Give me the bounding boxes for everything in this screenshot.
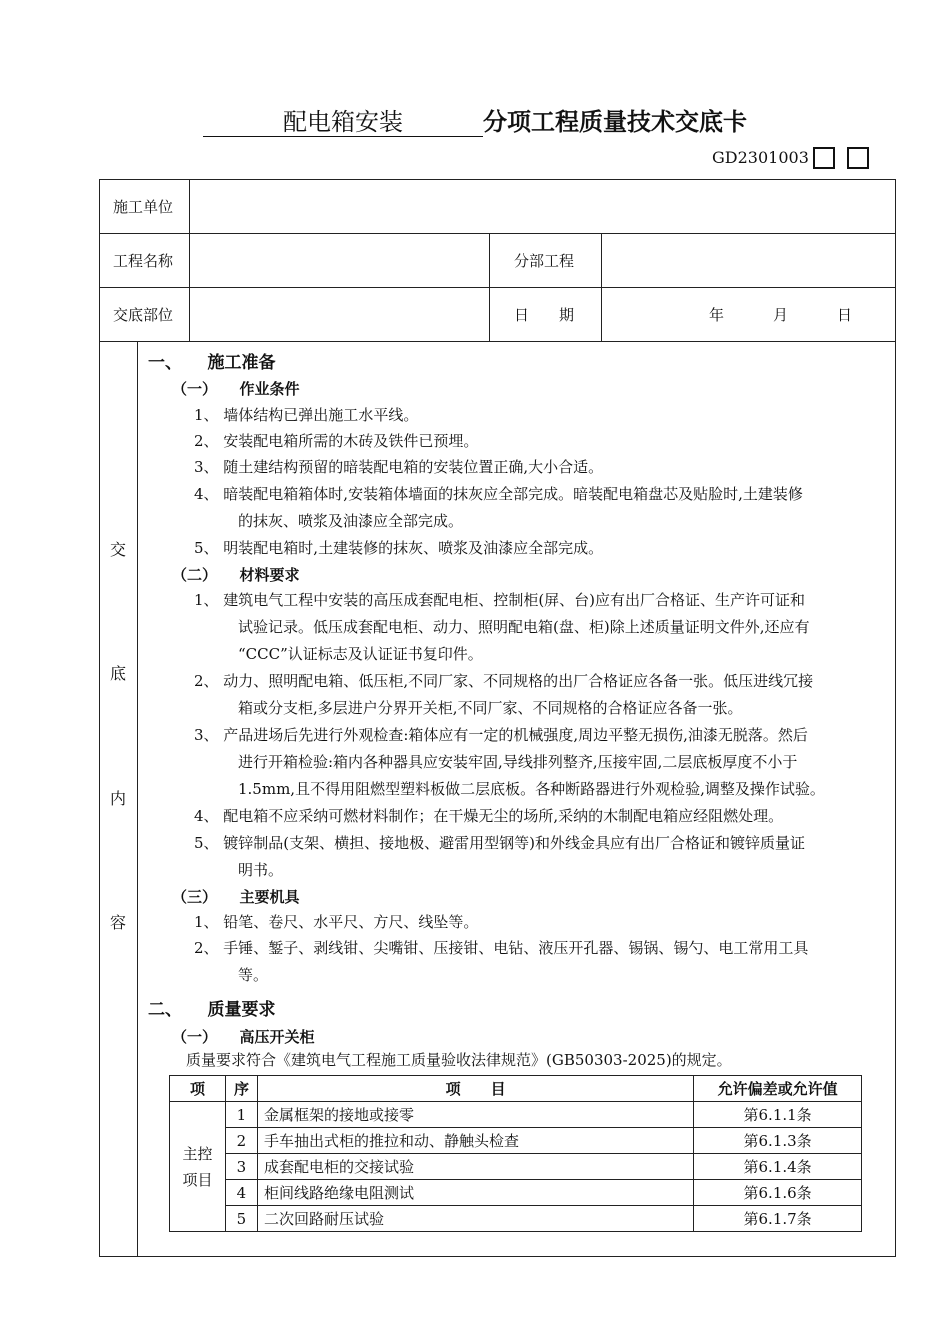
content-line: 进行开箱检验:箱内各种器具应安装牢固,导线排列整齐,压接牢固,二层底板厚度不小于 [238, 753, 798, 771]
date-month-label: 月 [773, 306, 789, 324]
project-label: 工程名称 [113, 252, 174, 270]
content-line: 3、 产品进场后先进行外观检查:箱体应有一定的机械强度,周边平整无损伤,油漆无脱落。然后 [194, 726, 808, 744]
side-label-char: 底 [109, 664, 126, 683]
row-item: 金属框架的接地或接零 [257, 1102, 693, 1128]
content-line: 4、 配电箱不应采纳可燃材料制作；在干燥无尘的场所,采纳的木制配电箱应经阻燃处理。 [194, 807, 784, 825]
checkbox-2[interactable] [847, 147, 869, 169]
column-header: 项 [170, 1076, 226, 1102]
content-line: 的抹灰、喷浆及油漆应全部完成。 [238, 512, 464, 530]
content-note: 质量要求符合《建筑电气工程施工质量验收法律规范》(GB50303-2025)的规定。 [186, 1051, 732, 1069]
row-number: 5 [225, 1206, 257, 1232]
content-line: 1、 建筑电气工程中安装的高压成套配电柜、控制柜(屏、台)应有出厂合格证、生产许可证和 [194, 591, 806, 609]
side-label-char: 交 [109, 540, 126, 559]
table-row [170, 1102, 862, 1128]
row-divider [99, 233, 896, 234]
row-item: 成套配电柜的交接试验 [257, 1154, 693, 1180]
content-line: 2、 动力、照明配电箱、低压柜,不同厂家、不同规格的出厂合格证应各备一张。低压进线冗接 [194, 672, 814, 690]
subsection-heading: （三） 主要机具 [172, 888, 300, 906]
content-line: 等。 [238, 966, 269, 984]
row-number: 2 [225, 1128, 257, 1154]
title-subject: 配电箱安装 [203, 108, 483, 137]
table-header-row [170, 1076, 862, 1102]
row-number: 4 [225, 1180, 257, 1206]
subsection-heading: （一） 高压开关柜 [172, 1028, 315, 1046]
content-line: 1.5mm,且不得用阻燃型塑料板做二层底板。各种断路器进行外观检验,调整及操作试验。 [238, 780, 825, 798]
row-item: 二次回路耐压试验 [257, 1206, 693, 1232]
date-year-label: 年 [709, 306, 725, 324]
row-number: 3 [225, 1154, 257, 1180]
document-code: GD2301003 [712, 148, 809, 167]
side-label-char: 内 [109, 789, 126, 808]
col-divider [137, 341, 138, 1257]
row-value: 第6.1.6条 [694, 1180, 862, 1206]
table-row [170, 1154, 862, 1180]
subsection-heading: （二） 材料要求 [172, 566, 300, 584]
column-header: 项 目 [257, 1076, 693, 1102]
content-line: 5、 明装配电箱时,土建装修的抹灰、喷浆及油漆应全部完成。 [194, 539, 604, 557]
part-label: 交底部位 [113, 306, 174, 324]
title-text: 分项工程质量技术交底卡 [483, 107, 747, 136]
row-value: 第6.1.7条 [694, 1206, 862, 1232]
section-heading: 二、 质量要求 [148, 1000, 276, 1020]
content-line: 箱或分支柜,多层进户分界开关柜,不同厂家、不同规格的合格证应各备一张。 [238, 699, 743, 717]
row-value: 第6.1.3条 [694, 1128, 862, 1154]
row-value: 第6.1.4条 [694, 1154, 862, 1180]
content-line: 2、 安装配电箱所需的木砖及铁件已预埋。 [194, 432, 479, 450]
row-divider [99, 287, 896, 288]
subsection-heading: （一） 作业条件 [172, 380, 300, 398]
column-header: 允许偏差或允许值 [694, 1076, 862, 1102]
row-item: 手车抽出式柜的推拉和动、静触头检查 [257, 1128, 693, 1154]
col-divider [189, 179, 190, 341]
content-line: 明书。 [238, 861, 284, 879]
table-row [170, 1206, 862, 1232]
row-value: 第6.1.1条 [694, 1102, 862, 1128]
group-label: 主控项目 [170, 1102, 226, 1232]
col-divider [601, 233, 602, 341]
table-row [170, 1180, 862, 1206]
side-label-char: 容 [109, 913, 126, 932]
date-label: 日 期 [514, 306, 575, 324]
row-divider [99, 341, 896, 342]
division-label: 分部工程 [514, 252, 575, 270]
quality-table [169, 1075, 862, 1232]
section-heading: 一、 施工准备 [148, 353, 276, 373]
column-header: 序 [225, 1076, 257, 1102]
content-line: 1、 墙体结构已弹出施工水平线。 [194, 406, 419, 424]
row-number: 1 [225, 1102, 257, 1128]
col-divider [489, 233, 490, 341]
table-row [170, 1128, 862, 1154]
content-line: 试验记录。低压成套配电柜、动力、照明配电箱(盘、柜)除上述质量证明文件外,还应有 [238, 618, 810, 636]
row-item: 柜间线路绝缘电阻测试 [257, 1180, 693, 1206]
unit-label: 施工单位 [113, 198, 174, 216]
checkbox-1[interactable] [813, 147, 835, 169]
content-line: 4、 暗装配电箱箱体时,安装箱体墙面的抹灰应全部完成。暗装配电箱盘芯及贴脸时,土建装修 [194, 485, 803, 503]
date-day-label: 日 [837, 306, 853, 324]
content-line: “CCC”认证标志及认证证书复印件。 [238, 645, 483, 663]
content-line: 3、 随土建结构预留的暗装配电箱的安装位置正确,大小合适。 [194, 458, 604, 476]
content-line: 2、 手锤、錾子、剥线钳、尖嘴钳、压接钳、电钻、液压开孔器、锡锅、锡勺、电工常用工具 [194, 939, 809, 957]
content-line: 1、 铅笔、卷尺、水平尺、方尺、线坠等。 [194, 913, 479, 931]
document-title [0, 106, 950, 138]
content-line: 5、 镀锌制品(支架、横担、接地极、避雷用型钢等)和外线金具应有出厂合格证和镀锌质量证 [194, 834, 806, 852]
